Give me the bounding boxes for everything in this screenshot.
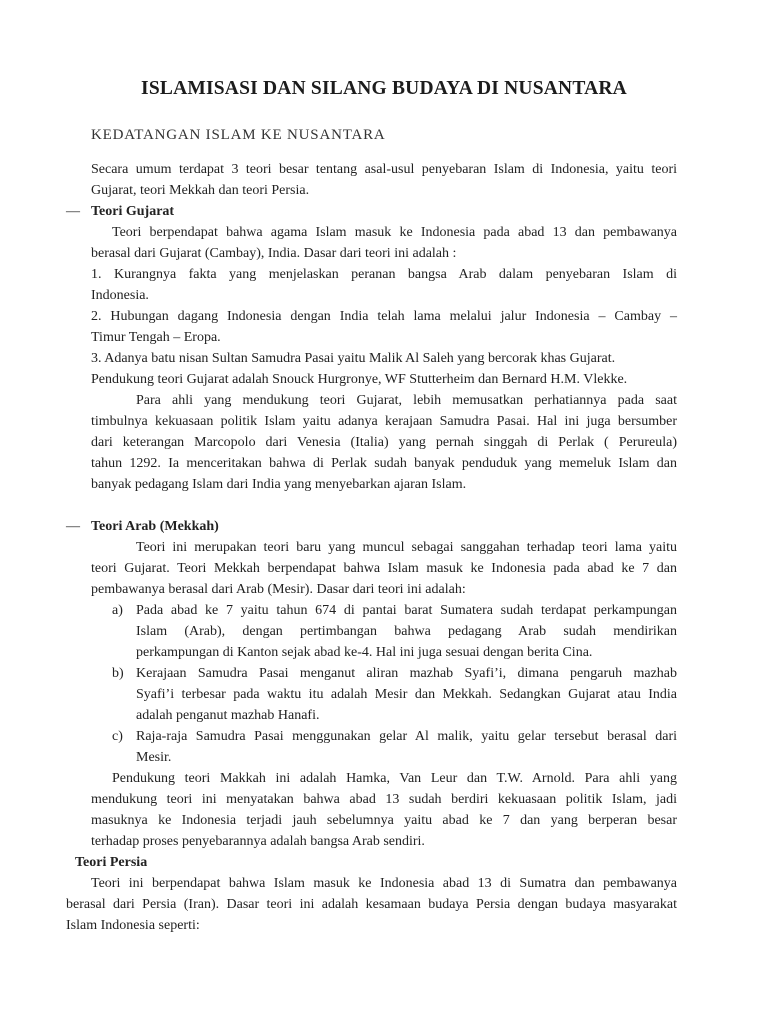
- gujarat-line: timbulnya kekuasaan politik Islam yaitu adanya kerajaan Samudra Pasai. Hal ini juga bersumber: [91, 414, 677, 429]
- gujarat-line: 3. Adanya batu nisan Sultan Samudra Pasai yaitu Malik Al Saleh yang bercorak khas Gujarat.: [91, 351, 616, 366]
- list-item-line: adalah penganut mazhab Hanafi.: [136, 708, 320, 723]
- heading-arab: Teori Arab (Mekkah): [91, 519, 219, 534]
- section-subtitle: KEDATANGAN ISLAM KE NUSANTARA: [91, 127, 386, 143]
- list-item-line: Mesir.: [136, 750, 172, 765]
- list-item-line: Pada abad ke 7 yaitu tahun 674 di pantai barat Sumatera sudah terdapat perkampungan: [136, 603, 677, 618]
- list-item-line: Kerajaan Samudra Pasai menganut aliran mazhab Syafi’i, dimana pengaruh mazhab: [136, 666, 677, 681]
- intro-line: Gujarat, teori Mekkah dan teori Persia.: [91, 183, 310, 198]
- gujarat-line: Pendukung teori Gujarat adalah Snouck Hurgronye, WF Stutterheim dan Bernard H.M. Vlekke.: [91, 372, 628, 387]
- heading-dash: —: [66, 519, 80, 534]
- list-item-line: Syafi’i terbesar pada waktu itu adalah Mesir dan Mekkah. Sedangkan Gujarat atau India: [136, 687, 677, 702]
- arab-closing-line: mendukung teori ini menyatakan bahwa abad 13 sudah berdiri kekuasaan politik Islam, jadi: [91, 792, 677, 807]
- gujarat-line: tahun 1292. Ia menceritakan bahwa di Perlak sudah banyak penduduk yang memeluk Islam dan: [91, 456, 677, 471]
- document-title: ISLAMISASI DAN SILANG BUDAYA DI NUSANTARA: [141, 78, 627, 99]
- list-marker: b): [112, 666, 124, 681]
- list-item-line: Raja-raja Samudra Pasai menggunakan gelar Al malik, yaitu gelar tersebut berasal dari: [136, 729, 677, 744]
- gujarat-line: 1. Kurangnya fakta yang menjelaskan peranan bangsa Arab dalam penyebaran Islam di: [91, 267, 677, 282]
- list-item-line: Islam (Arab), dengan pertimbangan bahwa pedagang Arab sudah mendirikan: [136, 624, 677, 639]
- arab-intro-line: pembawanya berasal dari Arab (Mesir). Dasar dari teori ini adalah:: [91, 582, 466, 597]
- gujarat-line: dari keterangan Marcopolo dari Venesia (Italia) yang pernah singgah di Perlak ( Perureula): [91, 435, 677, 450]
- intro-line: Secara umum terdapat 3 teori besar tentang asal-usul penyebaran Islam di Indonesia, yaitu teori: [91, 162, 677, 177]
- heading-gujarat: Teori Gujarat: [91, 204, 175, 219]
- heading-persia: Teori Persia: [75, 855, 148, 870]
- gujarat-line: 2. Hubungan dagang Indonesia dengan India telah lama melalui jalur Indonesia – Cambay –: [91, 309, 677, 324]
- arab-closing-line: masuknya ke Indonesia terjadi jauh sebelumnya yaitu abad ke 7 dan yang berperan besar: [91, 813, 677, 828]
- list-marker: c): [112, 729, 123, 744]
- heading-dash: —: [66, 204, 80, 219]
- gujarat-line: Indonesia.: [91, 288, 149, 303]
- gujarat-line: Timur Tengah – Eropa.: [91, 330, 221, 345]
- gujarat-line: berasal dari Gujarat (Cambay), India. Dasar dari teori ini adalah :: [91, 246, 457, 261]
- arab-closing-line: Pendukung teori Makkah ini adalah Hamka, Van Leur dan T.W. Arnold. Para ahli yang: [112, 771, 677, 786]
- persia-line: berasal dari Persia (Iran). Dasar teori ini adalah kesamaan budaya Persia dengan budaya masyarakat: [66, 897, 677, 912]
- arab-intro-line: Teori ini merupakan teori baru yang muncul sebagai sanggahan terhadap teori lama yaitu: [136, 540, 677, 555]
- persia-line: Teori ini berpendapat bahwa Islam masuk ke Indonesia abad 13 di Sumatra dan pembawanya: [91, 876, 677, 891]
- list-marker: a): [112, 603, 123, 618]
- list-item-line: perkampungan di Kanton sejak abad ke-4. Hal ini juga sesuai dengan berita Cina.: [136, 645, 593, 660]
- persia-line: Islam Indonesia seperti:: [66, 918, 200, 933]
- gujarat-line: Para ahli yang mendukung teori Gujarat, lebih memusatkan perhatiannya pada saat: [136, 393, 677, 408]
- gujarat-line: Teori berpendapat bahwa agama Islam masuk ke Indonesia pada abad 13 dan pembawanya: [112, 225, 677, 240]
- arab-closing-line: terhadap proses penyebarannya adalah bangsa Arab sendiri.: [91, 834, 425, 849]
- gujarat-line: banyak pedagang Islam dari India yang menyebarkan ajaran Islam.: [91, 477, 467, 492]
- arab-intro-line: teori Gujarat. Teori Mekkah berpendapat bahwa Islam masuk ke Indonesia pada abad ke 7 dan: [91, 561, 677, 576]
